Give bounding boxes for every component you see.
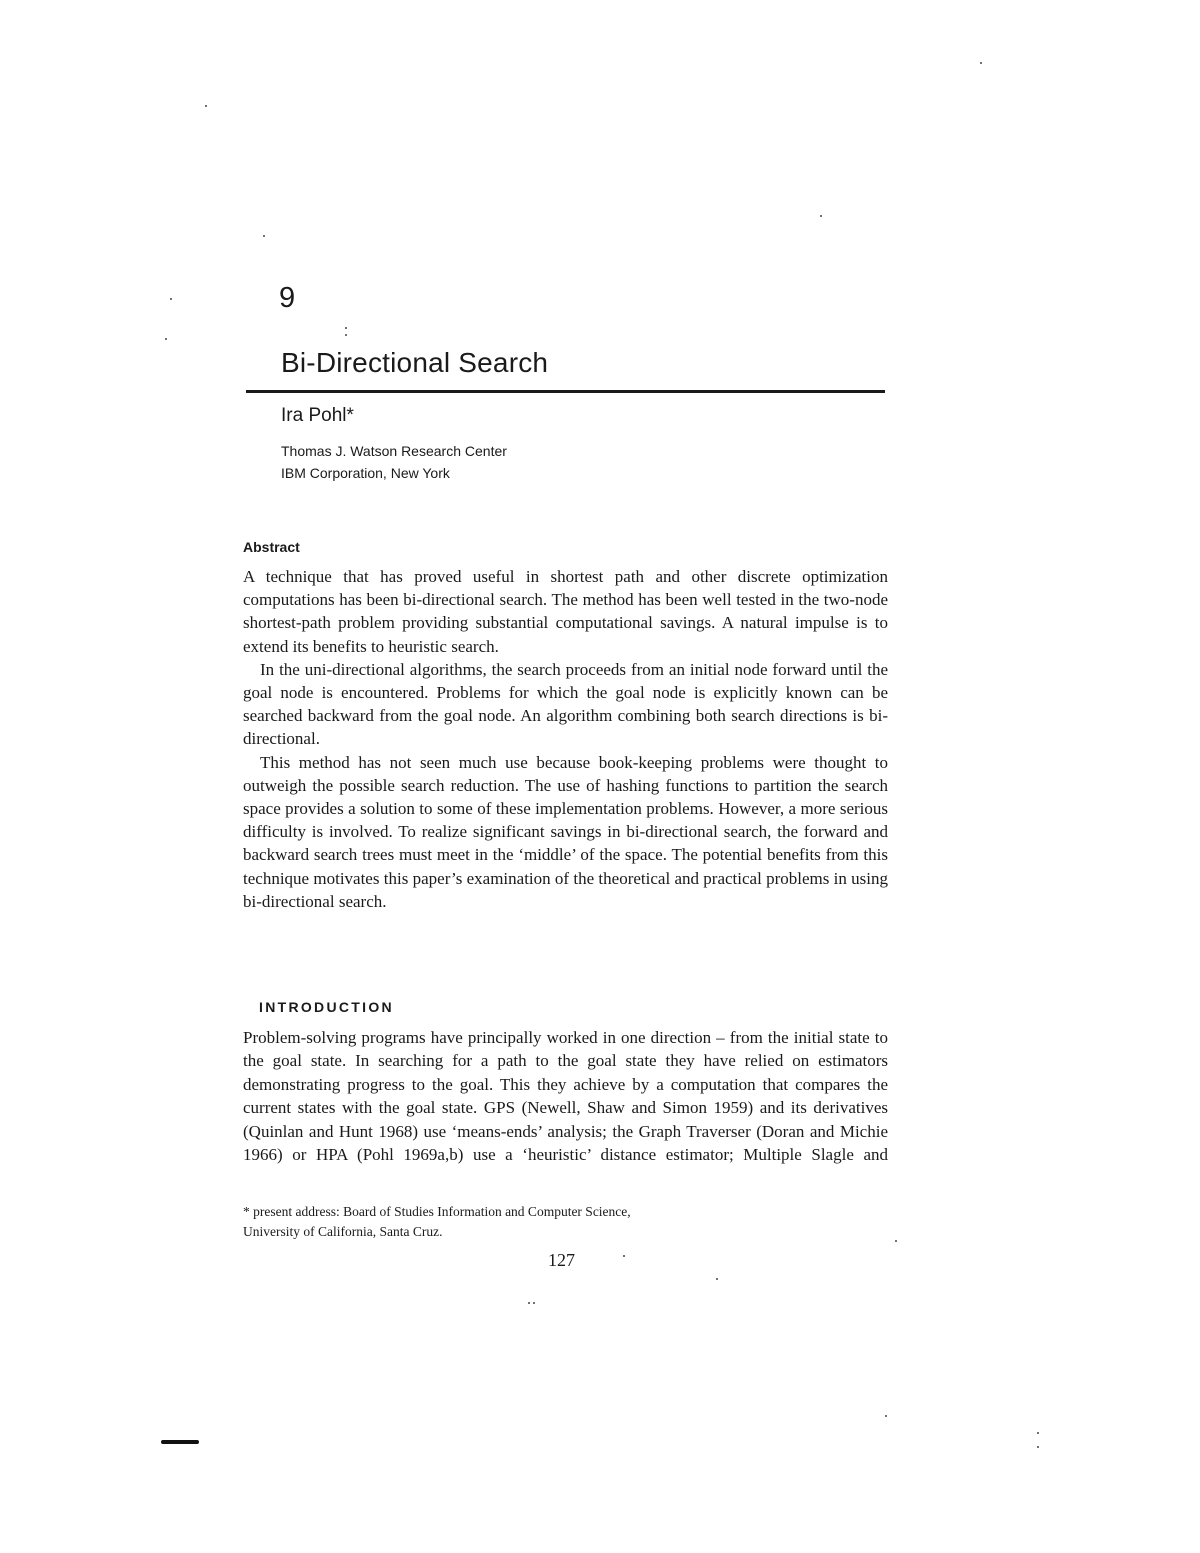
scan-speck <box>885 1415 887 1417</box>
scan-speck <box>263 235 265 237</box>
abstract-paragraph: This method has not seen much use because book-keeping problems were thought to outweigh the possible search reduction. The use of hashing functions to partition the search space provides a solution to some of these implementation problems. However, a more serious difficulty is involved. To realize significant savings in bi-directional search, the forward and backward search trees must meet in the ‘middle’ of the space. The potential benefits from this technique motivates this paper’s examination of the theoretical and practical problems in using bi-directional search. <box>243 752 888 911</box>
page-number: 127 <box>548 1250 575 1270</box>
scan-speck <box>345 334 347 336</box>
introduction-paragraph: Problem-solving programs have principally worked in one direction – from the initial state to the goal state. In searching for a path to the goal state they have relied on estimators demonstrating progress to the goal. This they achieve by a computation that compares the current states with the goal state. GPS (Newell, Shaw and Simon 1959) and its derivatives (Quinlan and Hunt 1968) use ‘means-ends’ analysis; the Graph Traverser (Doran and Michie 1966) or HPA (Pohl 1969a,b) use a ‘heuristic’ distance estimator; Multiple Slagle and <box>243 1028 888 1165</box>
scan-speck <box>820 215 822 217</box>
scan-speck <box>980 62 982 64</box>
scan-speck <box>165 338 167 340</box>
introduction-body <box>243 1026 888 1166</box>
scan-speck <box>895 1240 897 1242</box>
scan-speck <box>345 327 347 329</box>
abstract-paragraph: A technique that has proved useful in shortest path and other discrete optimization computations has been bi-directional search. The method has been well tested in the two-node shortest-path problem providing substantial computational savings. A natural impulse is to extend its benefits to heuristic search. <box>243 567 888 656</box>
abstract-paragraph: In the uni-directional algorithms, the search proceeds from an initial node forward until the goal node is encountered. Problems for which the goal node is explicitly known can be searched backward from the goal node. An algorithm combining both search directions is bi-directional. <box>243 659 888 749</box>
title-rule <box>246 390 885 393</box>
author-affiliation-line: IBM Corporation, New York <box>281 465 450 481</box>
scan-speck <box>205 105 207 107</box>
abstract-heading: Abstract <box>243 539 300 555</box>
introduction-heading: INTRODUCTION <box>259 999 394 1015</box>
scan-speck <box>623 1255 625 1257</box>
chapter-title: Bi-Directional Search <box>281 347 549 378</box>
scan-mark <box>161 1440 199 1444</box>
author-name: Ira Pohl* <box>281 405 354 426</box>
scan-speck <box>528 1302 530 1304</box>
scan-speck <box>533 1302 535 1304</box>
scan-speck <box>1037 1446 1039 1448</box>
scan-speck <box>170 298 172 300</box>
scan-speck <box>1037 1432 1039 1434</box>
scan-speck <box>716 1278 718 1280</box>
author-affiliation-line: Thomas J. Watson Research Center <box>281 443 507 459</box>
footnote-line: University of California, Santa Cruz. <box>243 1224 443 1239</box>
chapter-number: 9 <box>279 282 296 314</box>
abstract-body <box>243 565 888 913</box>
footnote-line: * present address: Board of Studies Information and Computer Science, <box>243 1204 631 1219</box>
